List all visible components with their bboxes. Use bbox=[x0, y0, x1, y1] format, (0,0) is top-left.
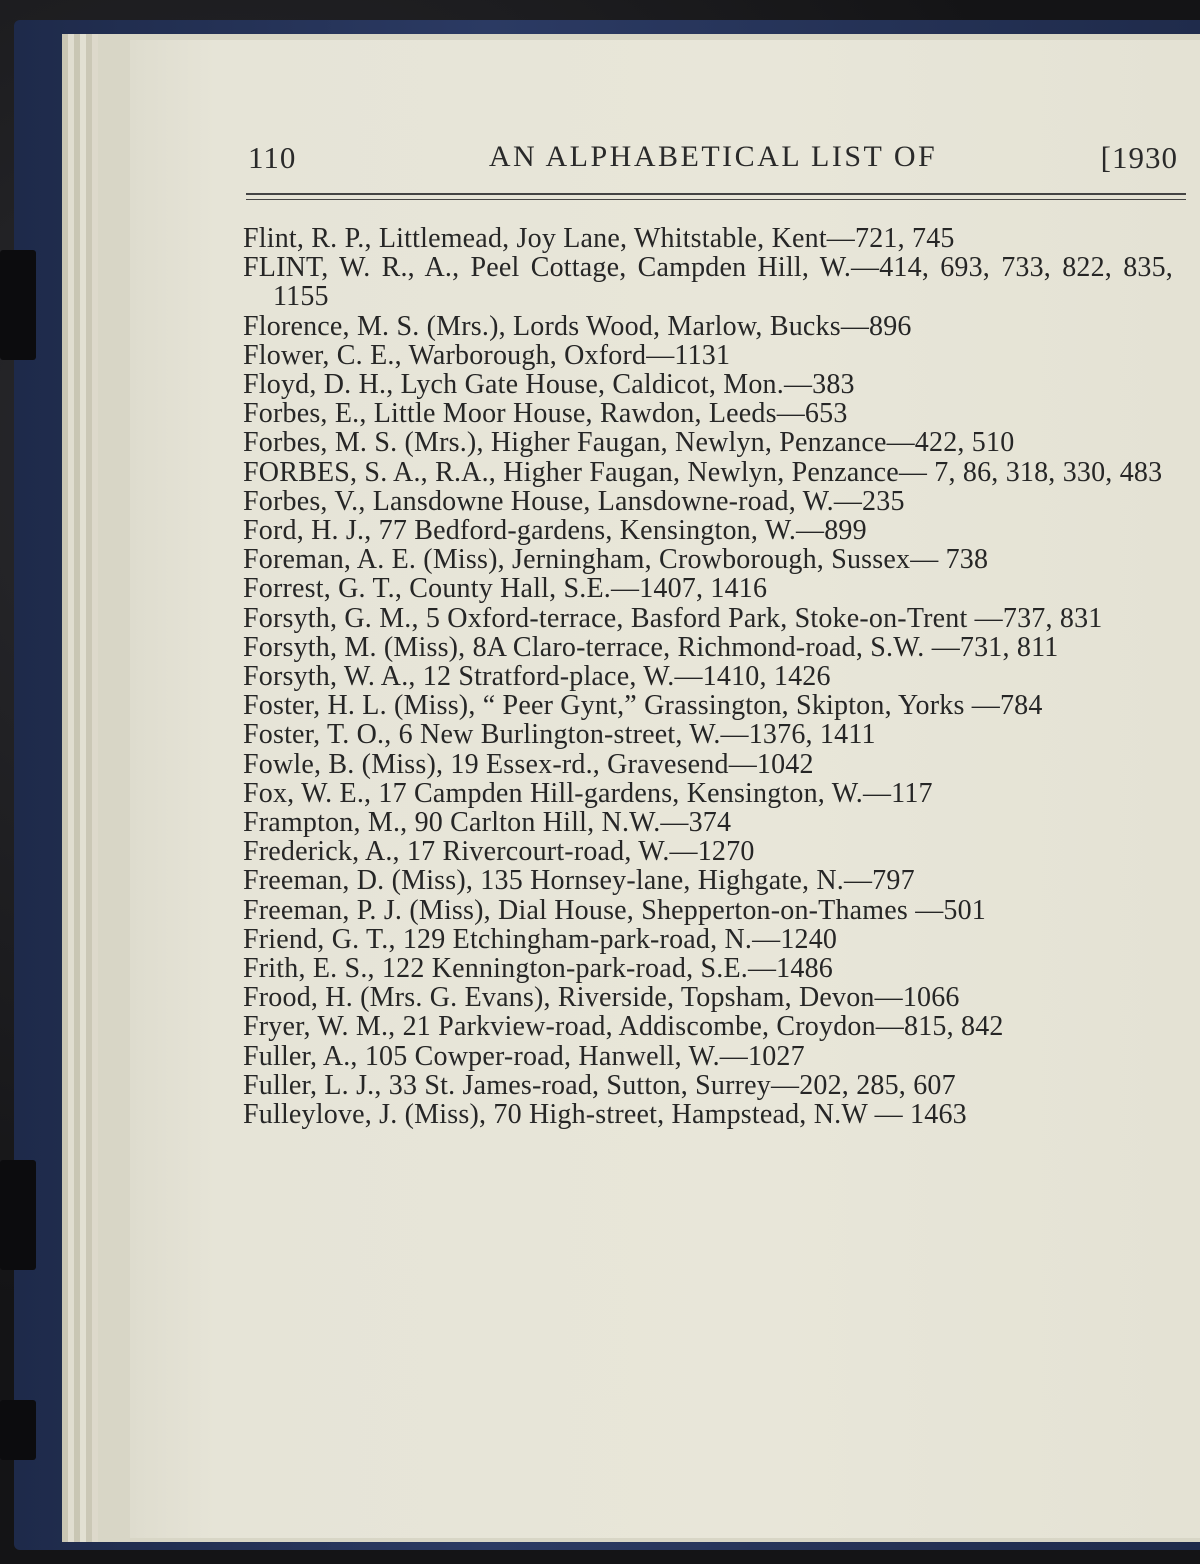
list-item: Freeman, P. J. (Miss), Dial House, Shepperton-on-Thames —501 bbox=[243, 894, 987, 926]
list-item: Forbes, E., Little Moor House, Rawdon, Leeds—653 bbox=[243, 398, 848, 430]
list-item: Fuller, A., 105 Cowper-road, Hanwell, W.—1027 bbox=[243, 1040, 805, 1072]
page-title: AN ALPHABETICAL LIST OF bbox=[488, 140, 938, 173]
header-rule bbox=[246, 199, 1186, 200]
list-item: Fox, W. E., 17 Campden Hill-gardens, Kensington, W.—117 bbox=[243, 777, 933, 809]
list-item: Frith, E. S., 122 Kennington-park-road, S.E.—1486 bbox=[243, 953, 833, 985]
list-item: Fryer, W. M., 21 Parkview-road, Addiscombe, Croydon—815, 842 bbox=[243, 1011, 1004, 1043]
list-item: Flint, R. P., Littlemead, Joy Lane, Whitstable, Kent—721, 745 bbox=[243, 223, 955, 254]
binding-strap bbox=[0, 1400, 36, 1460]
list-item: FLINT, W. R., A., Peel Cottage, Campden Hill, W.—414, 693, 733, 822, 835, 1155 bbox=[243, 252, 1173, 313]
list-item: Friend, G. T., 129 Etchingham-park-road, N.—1240 bbox=[243, 923, 838, 955]
list-item: Freeman, D. (Miss), 135 Hornsey-lane, Highgate, N.—797 bbox=[243, 865, 915, 897]
list-item: FORBES, S. A., R.A., Higher Faugan, Newlyn, Penzance— 7, 86, 318, 330, 483 bbox=[243, 456, 1163, 488]
list-item: Fuller, L. J., 33 St. James-road, Sutton, Surrey—202, 285, 607 bbox=[243, 1069, 956, 1101]
list-item: Forsyth, G. M., 5 Oxford-terrace, Basford Park, Stoke-on-Trent —737, 831 bbox=[243, 602, 1103, 634]
entry-list bbox=[243, 224, 1173, 1129]
list-item: Forsyth, M. (Miss), 8A Claro-terrace, Richmond-road, S.W. —731, 811 bbox=[243, 631, 1059, 663]
list-item: Forsyth, W. A., 12 Stratford-place, W.—1410, 1426 bbox=[243, 661, 831, 693]
list-item: Forbes, M. S. (Mrs.), Higher Faugan, Newlyn, Penzance—422, 510 bbox=[243, 427, 1015, 459]
page-year: [1930 bbox=[1100, 140, 1178, 175]
list-item: Frederick, A., 17 Rivercourt-road, W.—1270 bbox=[243, 836, 755, 868]
list-item: Forrest, G. T., County Hall, S.E.—1407, 1416 bbox=[243, 573, 768, 605]
header-rule bbox=[246, 193, 1186, 195]
list-item: Floyd, D. H., Lych Gate House, Caldicot, Mon.—383 bbox=[243, 369, 855, 401]
page-number: 110 bbox=[248, 140, 297, 175]
binding-strap bbox=[0, 250, 36, 360]
binding-strap bbox=[0, 1160, 36, 1270]
list-item: Frood, H. (Mrs. G. Evans), Riverside, Topsham, Devon—1066 bbox=[243, 982, 960, 1014]
list-item: Foreman, A. E. (Miss), Jerningham, Crowborough, Sussex— 738 bbox=[243, 544, 989, 576]
list-item: Frampton, M., 90 Carlton Hill, N.W.—374 bbox=[243, 807, 732, 839]
list-item: Flower, C. E., Warborough, Oxford—1131 bbox=[243, 339, 731, 371]
list-item: Forbes, V., Lansdowne House, Lansdowne-road, W.—235 bbox=[243, 485, 905, 517]
list-item: Foster, H. L. (Miss), “ Peer Gynt,” Grassington, Skipton, Yorks —784 bbox=[243, 690, 1043, 722]
list-item: Florence, M. S. (Mrs.), Lords Wood, Marlow, Bucks—896 bbox=[243, 310, 912, 342]
running-header bbox=[248, 140, 1178, 190]
list-item: Ford, H. J., 77 Bedford-gardens, Kensington, W.—899 bbox=[243, 515, 867, 547]
list-item: Fowle, B. (Miss), 19 Essex-rd., Gravesend—1042 bbox=[243, 748, 814, 780]
list-item: Fulleylove, J. (Miss), 70 High-street, Hampstead, N.W — 1463 bbox=[243, 1099, 967, 1131]
list-item: Foster, T. O., 6 New Burlington-street, W.—1376, 1411 bbox=[243, 719, 876, 751]
